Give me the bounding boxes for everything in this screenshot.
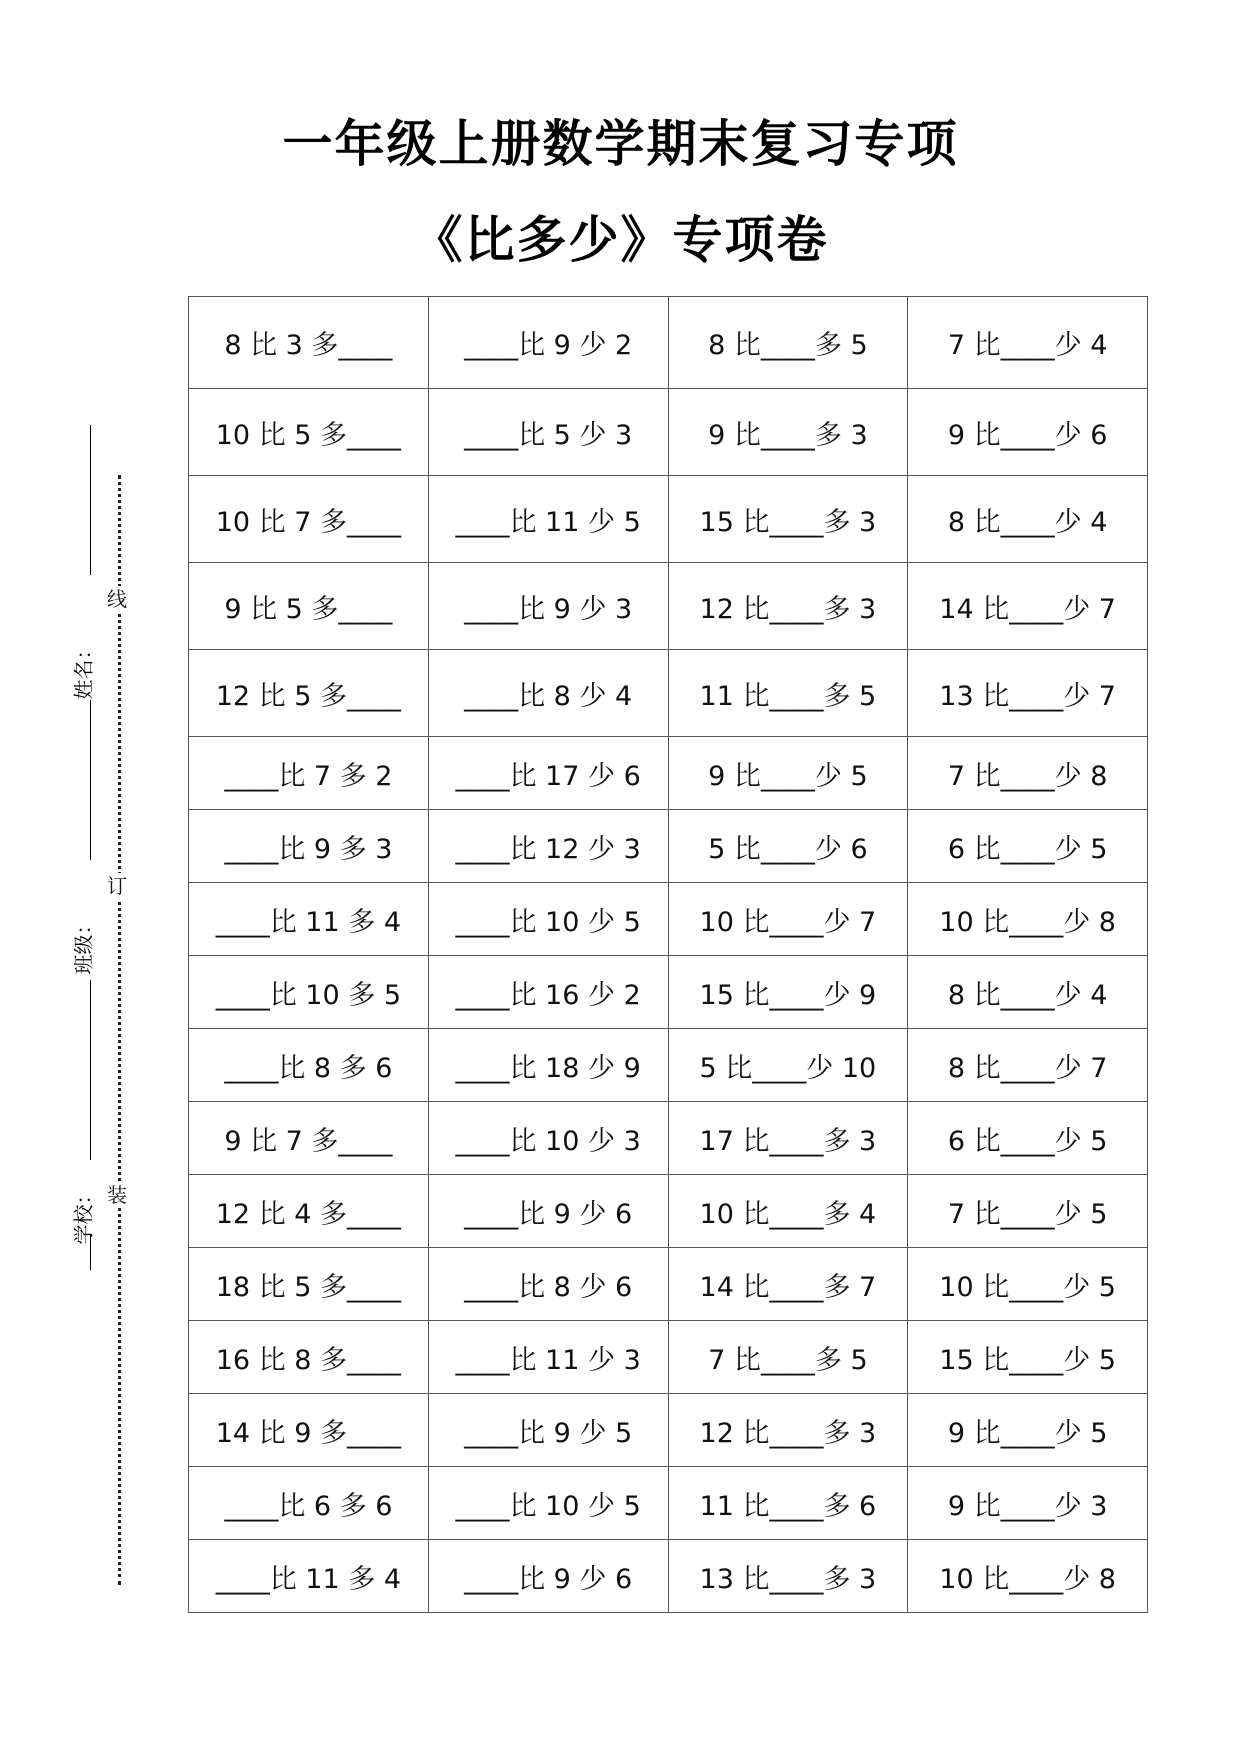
problem-cell: ____比 16 少 2 bbox=[428, 956, 668, 1029]
problem-cell: 11 比____多 5 bbox=[668, 650, 908, 737]
problem-cell: 10 比____少 8 bbox=[908, 883, 1148, 956]
problem-cell: ____比 11 少 5 bbox=[428, 476, 668, 563]
problem-cell: 8 比____多 5 bbox=[668, 297, 908, 389]
problem-cell: 7 比____少 8 bbox=[908, 737, 1148, 810]
problem-cell: 8 比____少 4 bbox=[908, 956, 1148, 1029]
problem-cell: 10 比 7 多____ bbox=[189, 476, 429, 563]
problem-cell: 13 比____少 7 bbox=[908, 650, 1148, 737]
problem-cell: 9 比____多 3 bbox=[668, 389, 908, 476]
table-row bbox=[189, 883, 1148, 956]
problem-cell: 10 比____少 7 bbox=[668, 883, 908, 956]
problem-cell: ____比 17 少 6 bbox=[428, 737, 668, 810]
problem-cell: 15 比____多 3 bbox=[668, 476, 908, 563]
problem-cell: 12 比____多 3 bbox=[668, 1394, 908, 1467]
problem-cell: 9 比____少 6 bbox=[908, 389, 1148, 476]
problem-cell: ____比 10 少 5 bbox=[428, 883, 668, 956]
problem-cell: 10 比____少 8 bbox=[908, 1540, 1148, 1613]
name-label: 姓名： bbox=[71, 639, 96, 700]
problem-cell: 9 比____少 5 bbox=[908, 1394, 1148, 1467]
line-mark-xian: 线 bbox=[107, 587, 127, 611]
problem-cell: 6 比____少 5 bbox=[908, 1102, 1148, 1175]
table-row bbox=[189, 650, 1148, 737]
table-row bbox=[189, 1467, 1148, 1540]
problem-cell: 5 比____少 10 bbox=[668, 1029, 908, 1102]
table-row bbox=[189, 1394, 1148, 1467]
problem-cell: 5 比____少 6 bbox=[668, 810, 908, 883]
problem-cell: ____比 9 少 3 bbox=[428, 563, 668, 650]
table-row bbox=[189, 1029, 1148, 1102]
problem-cell: 7 比____多 5 bbox=[668, 1321, 908, 1394]
problem-cell: ____比 9 少 6 bbox=[428, 1540, 668, 1613]
problem-cell: 12 比 4 多____ bbox=[189, 1175, 429, 1248]
problem-cell: ____比 11 少 3 bbox=[428, 1321, 668, 1394]
name-line-upper bbox=[90, 425, 91, 575]
problem-cell: ____比 9 少 5 bbox=[428, 1394, 668, 1467]
table-row bbox=[189, 737, 1148, 810]
page-title: 一年级上册数学期末复习专项 bbox=[282, 115, 959, 173]
table-row bbox=[189, 297, 1148, 389]
problem-cell: 15 比____少 9 bbox=[668, 956, 908, 1029]
problem-cell: 7 比____少 4 bbox=[908, 297, 1148, 389]
table-row bbox=[189, 956, 1148, 1029]
problem-cell: 18 比 5 多____ bbox=[189, 1248, 429, 1321]
problem-cell: 9 比____少 5 bbox=[668, 737, 908, 810]
class-school-line bbox=[90, 980, 91, 1160]
problem-cell: 6 比____少 5 bbox=[908, 810, 1148, 883]
problem-cell: 14 比____少 7 bbox=[908, 563, 1148, 650]
problem-cell: 16 比 8 多____ bbox=[189, 1321, 429, 1394]
page-subtitle: 《比多少》专项卷 bbox=[412, 211, 829, 269]
problem-cell: ____比 8 少 4 bbox=[428, 650, 668, 737]
problem-cell: 10 比____少 5 bbox=[908, 1248, 1148, 1321]
problem-cell: ____比 9 少 6 bbox=[428, 1175, 668, 1248]
table-row bbox=[189, 476, 1148, 563]
table-row bbox=[189, 1540, 1148, 1613]
cut-line bbox=[118, 475, 121, 1585]
table-row bbox=[189, 1175, 1148, 1248]
school-label: 学校： bbox=[71, 1184, 96, 1245]
table-row bbox=[189, 810, 1148, 883]
problem-cell: ____比 10 少 5 bbox=[428, 1467, 668, 1540]
problem-cell: 9 比 7 多____ bbox=[189, 1102, 429, 1175]
problem-cell: ____比 9 多 3 bbox=[189, 810, 429, 883]
table-row bbox=[189, 1321, 1148, 1394]
line-mark-ding: 订 bbox=[107, 874, 127, 898]
table-row bbox=[189, 1248, 1148, 1321]
problem-cell: ____比 10 少 3 bbox=[428, 1102, 668, 1175]
problem-cell: 13 比____多 3 bbox=[668, 1540, 908, 1613]
problem-cell: ____比 6 多 6 bbox=[189, 1467, 429, 1540]
problem-cell: 14 比____多 7 bbox=[668, 1248, 908, 1321]
problem-cell: 12 比 5 多____ bbox=[189, 650, 429, 737]
table-row bbox=[189, 1102, 1148, 1175]
problem-cell: ____比 18 少 9 bbox=[428, 1029, 668, 1102]
problem-cell: 14 比 9 多____ bbox=[189, 1394, 429, 1467]
table-row bbox=[189, 389, 1148, 476]
problem-cell: ____比 7 多 2 bbox=[189, 737, 429, 810]
problem-cell: ____比 11 多 4 bbox=[189, 883, 429, 956]
worksheet-table bbox=[188, 296, 1148, 1613]
binding-margin bbox=[0, 0, 150, 1754]
line-mark-zhuang: 装 bbox=[107, 1183, 127, 1207]
problem-cell: 15 比____少 5 bbox=[908, 1321, 1148, 1394]
problem-cell: 12 比____多 3 bbox=[668, 563, 908, 650]
problem-cell: ____比 5 少 3 bbox=[428, 389, 668, 476]
problem-cell: ____比 8 少 6 bbox=[428, 1248, 668, 1321]
problem-cell: 9 比____少 3 bbox=[908, 1467, 1148, 1540]
problem-cell: ____比 12 少 3 bbox=[428, 810, 668, 883]
problem-cell: 8 比 3 多____ bbox=[189, 297, 429, 389]
problem-cell: 10 比 5 多____ bbox=[189, 389, 429, 476]
class-label: 班级： bbox=[71, 914, 96, 975]
problem-cell: 11 比____多 6 bbox=[668, 1467, 908, 1540]
table-row bbox=[189, 563, 1148, 650]
problem-cell: ____比 10 多 5 bbox=[189, 956, 429, 1029]
problem-cell: ____比 11 多 4 bbox=[189, 1540, 429, 1613]
problem-cell: 17 比____多 3 bbox=[668, 1102, 908, 1175]
problem-cell: ____比 9 少 2 bbox=[428, 297, 668, 389]
problem-cell: ____比 8 多 6 bbox=[189, 1029, 429, 1102]
problem-cell: 9 比 5 多____ bbox=[189, 563, 429, 650]
problem-cell: 8 比____少 4 bbox=[908, 476, 1148, 563]
problem-cell: 8 比____少 7 bbox=[908, 1029, 1148, 1102]
problem-cell: 7 比____少 5 bbox=[908, 1175, 1148, 1248]
name-class-line bbox=[90, 700, 91, 860]
problem-cell: 10 比____多 4 bbox=[668, 1175, 908, 1248]
